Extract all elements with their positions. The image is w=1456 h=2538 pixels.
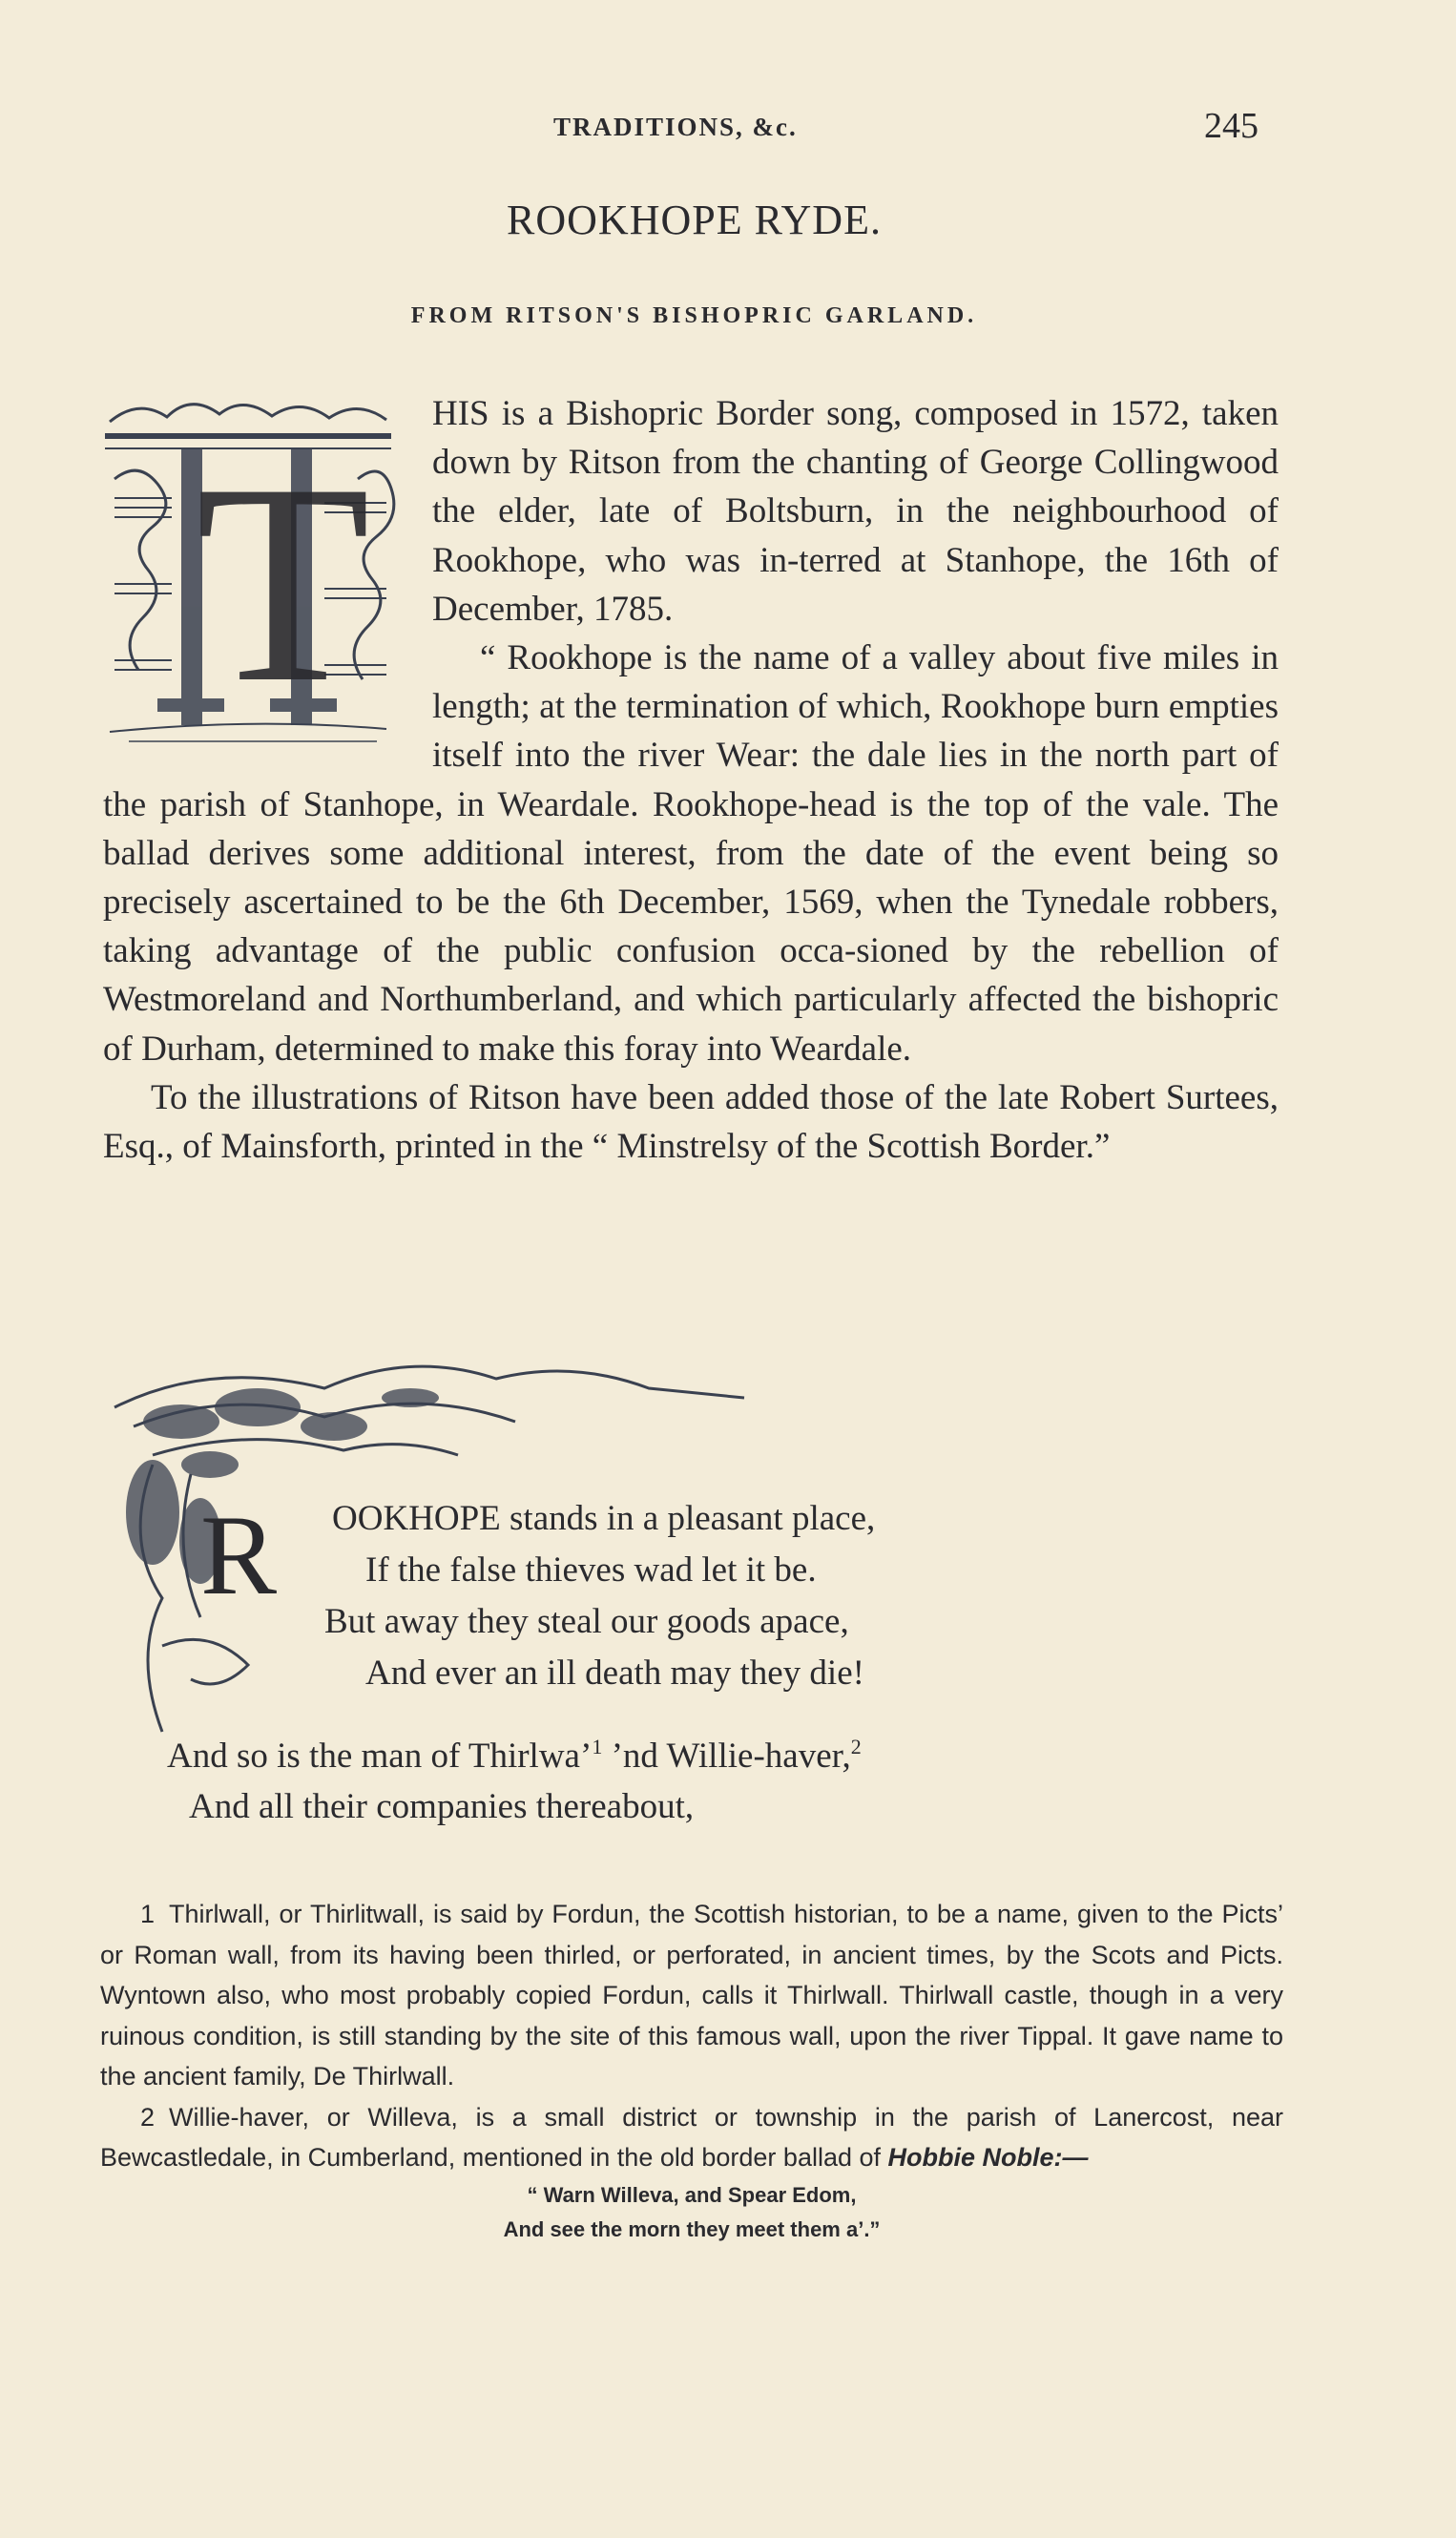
footnote-2 xyxy=(100,2097,1283,2178)
intro-paragraph-1: HIS is a Bishopric Border song, composed in 1572, taken down by Ritson from the chanting of George Collingwood the elder, late of Boltsburn, in the neighbourhood of Rookhope, who was in-terred at Stanhope, the 16th of December, 1785. xyxy=(432,394,1279,629)
page-number: 245 xyxy=(1204,106,1258,146)
verse-line-3: But away they steal our goods apace, xyxy=(324,1602,849,1641)
verse-line-2: If the false thieves wad let it be. xyxy=(365,1550,817,1590)
footnote-2-quote-line-1: “ Warn Willeva, and Spear Edom, xyxy=(527,2182,857,2207)
initial-space xyxy=(103,389,432,776)
footnote-1-text: Thirlwall, or Thirlitwall, is said by Fordun, the Scottish historian, to be a name, given to the Picts’ or Roman wall, from its having been thirled, or perforated, in ancient times, by the Scots and Picts. Wyntown also, who most probably copied Fordun, calls it Thirlwall. Thirlwall castle, though in a very ruinous condition, is still standing by the site of this famous wall, upon the river Tippal. It gave name to the ancient family, De Thirlwall. xyxy=(100,1900,1283,2091)
verse-line-5-start: And so is the man of Thirlwa’ xyxy=(167,1737,593,1776)
footnote-1 xyxy=(100,1894,1283,2097)
verse-line-6: And all their companies thereabout, xyxy=(189,1787,695,1826)
intro-paragraph-2: “ Rookhope is the name of a valley about five miles in length; at the termination of which, Rookhope burn empties itself into the river Wear: the dale lies in the north part of the parish of Stanhope, in Weardale. Rookhope-head is the top of the vale. The ballad derives some additional interest, from the date of the event being so precisely ascertained to be the 6th December, 1569, when the Tynedale robbers, taking advantage of the public confusion occa-sioned by the rebellion of Westmoreland and Northumberland, and which particularly affected the bishopric of Durham, determined to make this foray into Weardale. xyxy=(103,638,1279,1069)
intro-paragraph-3: To the illustrations of Ritson have been added those of the late Robert Surtees, Esq., of Mainsforth, printed in the “ Minstrelsy of the Scottish Border.” xyxy=(103,1077,1279,1167)
ballad-title: ROOKHOPE RYDE. xyxy=(507,197,882,243)
footnotes xyxy=(100,1894,1283,2247)
footnote-2-quote-line-2: And see the morn they meet them a’.” xyxy=(503,2216,881,2241)
footnote-ref-2[interactable]: 2 xyxy=(850,1735,862,1758)
verse-line-1: OOKHOPE stands in a pleasant place, xyxy=(332,1499,876,1538)
verse-line-5-mid: ’nd Willie-haver, xyxy=(611,1737,851,1776)
footnote-2-number: 2 xyxy=(140,2102,156,2132)
introduction xyxy=(103,389,1279,1171)
footnote-2-title: Hobbie Noble:— xyxy=(887,2143,1089,2172)
verse-line-5 xyxy=(167,1735,862,1777)
running-head: TRADITIONS, &c. xyxy=(553,113,798,141)
initial-t-glyph: T xyxy=(196,425,371,741)
footnote-ref-1[interactable]: 1 xyxy=(592,1735,603,1758)
footnote-1-number: 1 xyxy=(140,1900,156,1928)
initial-r-glyph: R xyxy=(200,1491,278,1618)
ballad-source: FROM RITSON'S BISHOPRIC GARLAND. xyxy=(410,303,978,328)
verse-line-4: And ever an ill death may they die! xyxy=(365,1654,864,1693)
footnote-2-text: Willie-haver, or Willeva, is a small district or township in the parish of Lanercost, near Bewcastledale, in Cumberland, mentioned in the old border ballad of xyxy=(100,2102,1283,2172)
